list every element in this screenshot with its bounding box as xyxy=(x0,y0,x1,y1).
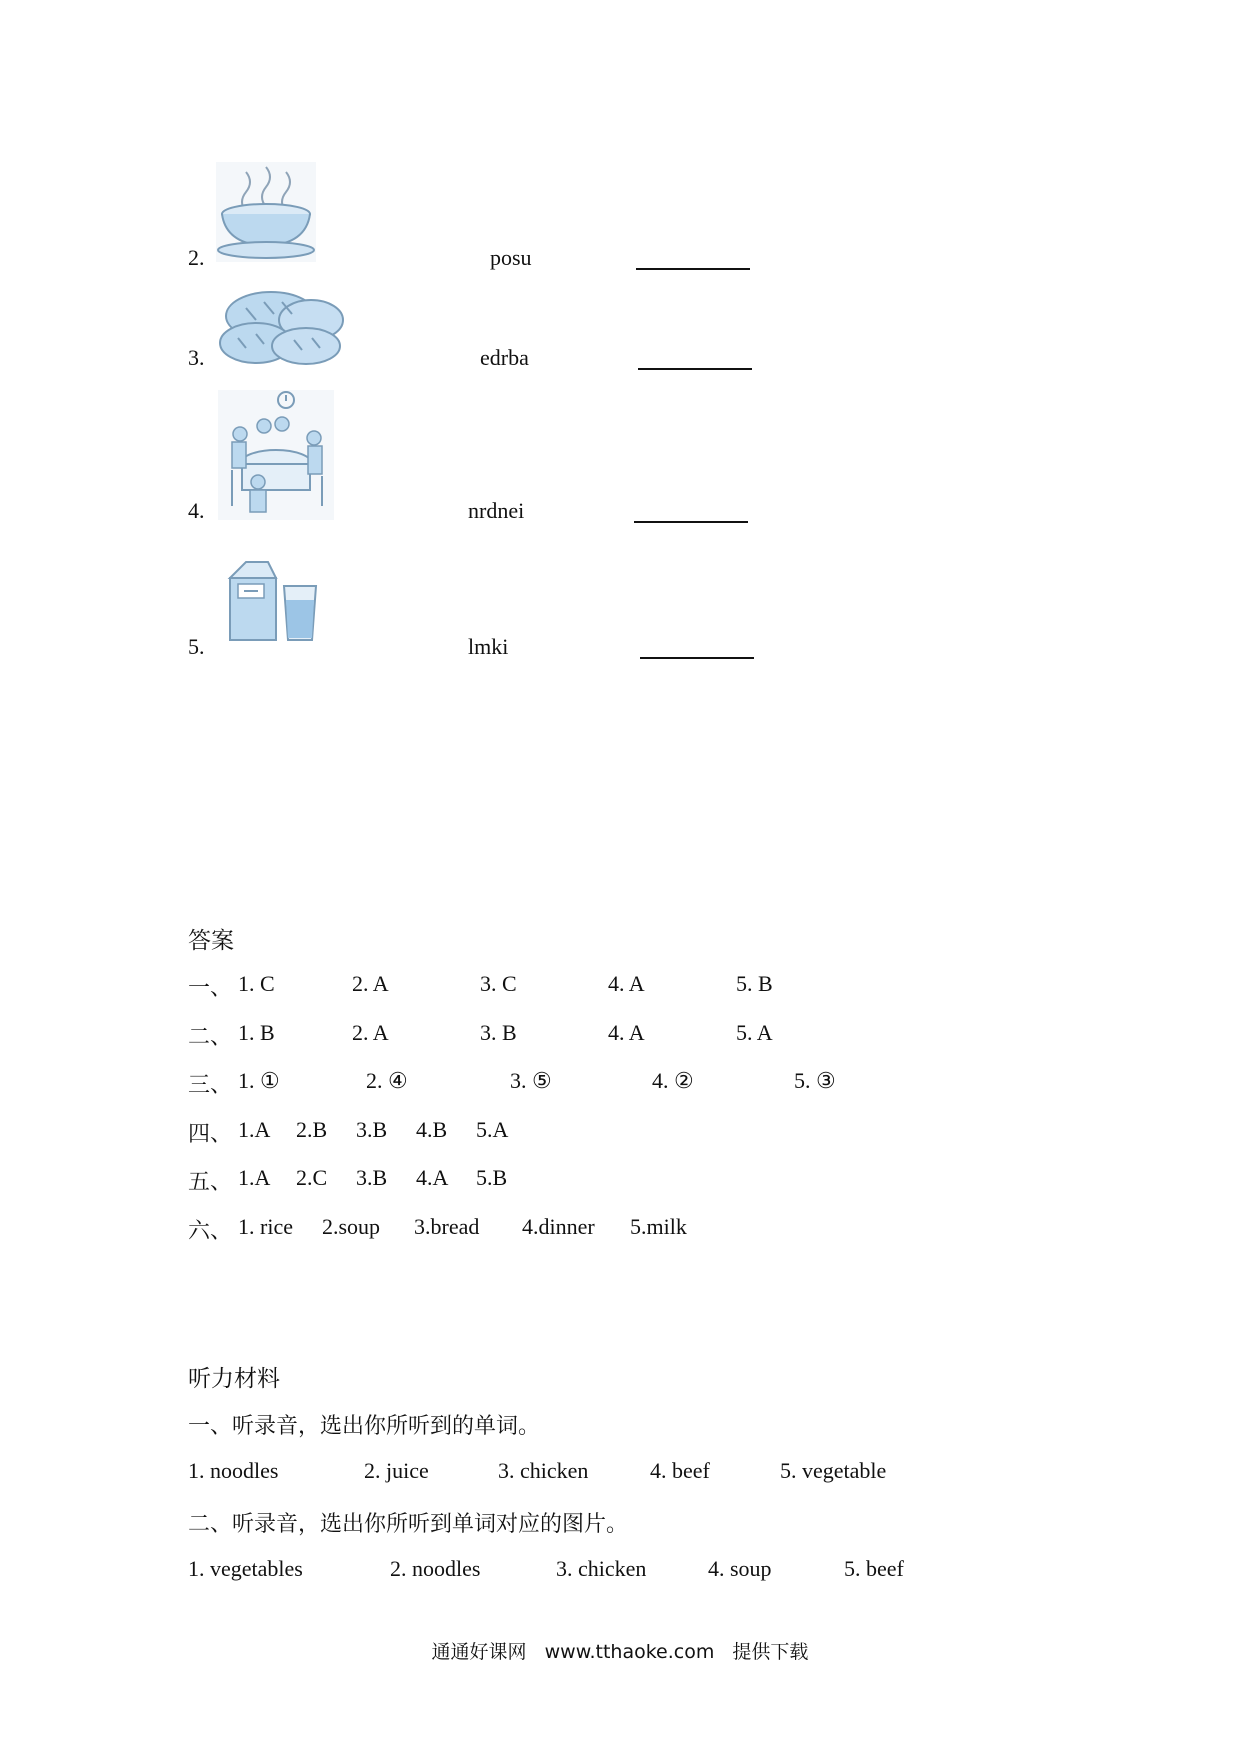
answer-cell: 1. C xyxy=(238,971,275,996)
listening-word: 2. noodles xyxy=(390,1556,481,1581)
answer-cell: 2.soup xyxy=(322,1214,381,1239)
answers-heading: 答案 xyxy=(188,928,234,953)
answer-cell: 2. A xyxy=(352,1020,389,1045)
answer-blank[interactable] xyxy=(636,268,750,270)
answer-cell: 1.A xyxy=(238,1165,271,1190)
footer-suffix: 提供下载 xyxy=(732,1641,809,1663)
answer-cell: 2.C xyxy=(296,1165,328,1190)
listening-word: 3. chicken xyxy=(556,1556,647,1581)
answer-cell: 5. B xyxy=(736,971,773,996)
answer-cell: 5.B xyxy=(476,1165,508,1190)
milk-carton-glass-icon xyxy=(224,560,320,644)
page-footer xyxy=(0,1637,1240,1664)
listening-word: 1. noodles xyxy=(188,1458,279,1483)
listening-part1-title: 一、听录音，选出你所听到的单词。 xyxy=(188,1413,541,1438)
answer-cell: 1.A xyxy=(238,1117,271,1142)
row-label: 二、 xyxy=(188,1024,233,1049)
footer-url[interactable]: www.tthaoke.com xyxy=(544,1641,715,1663)
item-number: 2. xyxy=(188,245,205,270)
listening-word: 4. beef xyxy=(650,1458,710,1483)
answer-cell: 1. ① xyxy=(238,1068,280,1093)
answer-cell: 5.milk xyxy=(630,1214,687,1239)
answer-cell: 2. ④ xyxy=(366,1068,408,1093)
footer-site-name: 通通好课网 xyxy=(431,1641,527,1663)
answer-cell: 4.A xyxy=(416,1165,449,1190)
answer-blank[interactable] xyxy=(634,521,748,523)
answer-cell: 3. C xyxy=(480,971,517,996)
answer-cell: 3.B xyxy=(356,1117,388,1142)
answer-cell: 5. A xyxy=(736,1020,773,1045)
listening-heading: 听力材料 xyxy=(188,1366,280,1391)
answer-cell: 4.dinner xyxy=(522,1214,595,1239)
row-label: 三、 xyxy=(188,1072,233,1097)
answer-cell: 4. A xyxy=(608,1020,645,1045)
answer-cell: 3. B xyxy=(480,1020,517,1045)
answer-cell: 2.B xyxy=(296,1117,328,1142)
bread-loaves-icon xyxy=(216,288,346,366)
answer-cell: 4.B xyxy=(416,1117,448,1142)
soup-bowl-icon xyxy=(216,162,316,262)
scrambled-word: nrdnei xyxy=(468,498,525,523)
item-number: 4. xyxy=(188,498,205,523)
answer-blank[interactable] xyxy=(638,368,752,370)
row-label: 一、 xyxy=(188,975,233,1000)
answer-cell: 5. ③ xyxy=(794,1068,836,1093)
listening-word: 5. beef xyxy=(844,1556,904,1581)
answer-cell: 2. A xyxy=(352,971,389,996)
scrambled-word: posu xyxy=(490,245,532,270)
answer-cell: 3.B xyxy=(356,1165,388,1190)
listening-word: 3. chicken xyxy=(498,1458,589,1483)
answer-cell: 5.A xyxy=(476,1117,509,1142)
listening-word: 5. vegetable xyxy=(780,1458,887,1483)
scrambled-word: edrba xyxy=(480,345,529,370)
answer-cell: 3.bread xyxy=(414,1214,480,1239)
listening-word: 1. vegetables xyxy=(188,1556,303,1581)
row-label: 五、 xyxy=(188,1169,233,1194)
answer-cell: 3. ⑤ xyxy=(510,1068,552,1093)
answer-blank[interactable] xyxy=(640,657,754,659)
scrambled-word: lmki xyxy=(468,634,509,659)
answer-cell: 4. ② xyxy=(652,1068,694,1093)
item-number: 3. xyxy=(188,345,205,370)
answer-cell: 1. rice xyxy=(238,1214,293,1239)
item-number: 5. xyxy=(188,634,205,659)
row-label: 六、 xyxy=(188,1218,233,1243)
row-label: 四、 xyxy=(188,1121,233,1146)
family-dinner-icon xyxy=(218,390,334,520)
answer-cell: 1. B xyxy=(238,1020,275,1045)
listening-part2-title: 二、听录音，选出你所听到单词对应的图片。 xyxy=(188,1511,629,1536)
listening-word: 4. soup xyxy=(708,1556,772,1581)
listening-word: 2. juice xyxy=(364,1458,429,1483)
answer-cell: 4. A xyxy=(608,971,645,996)
